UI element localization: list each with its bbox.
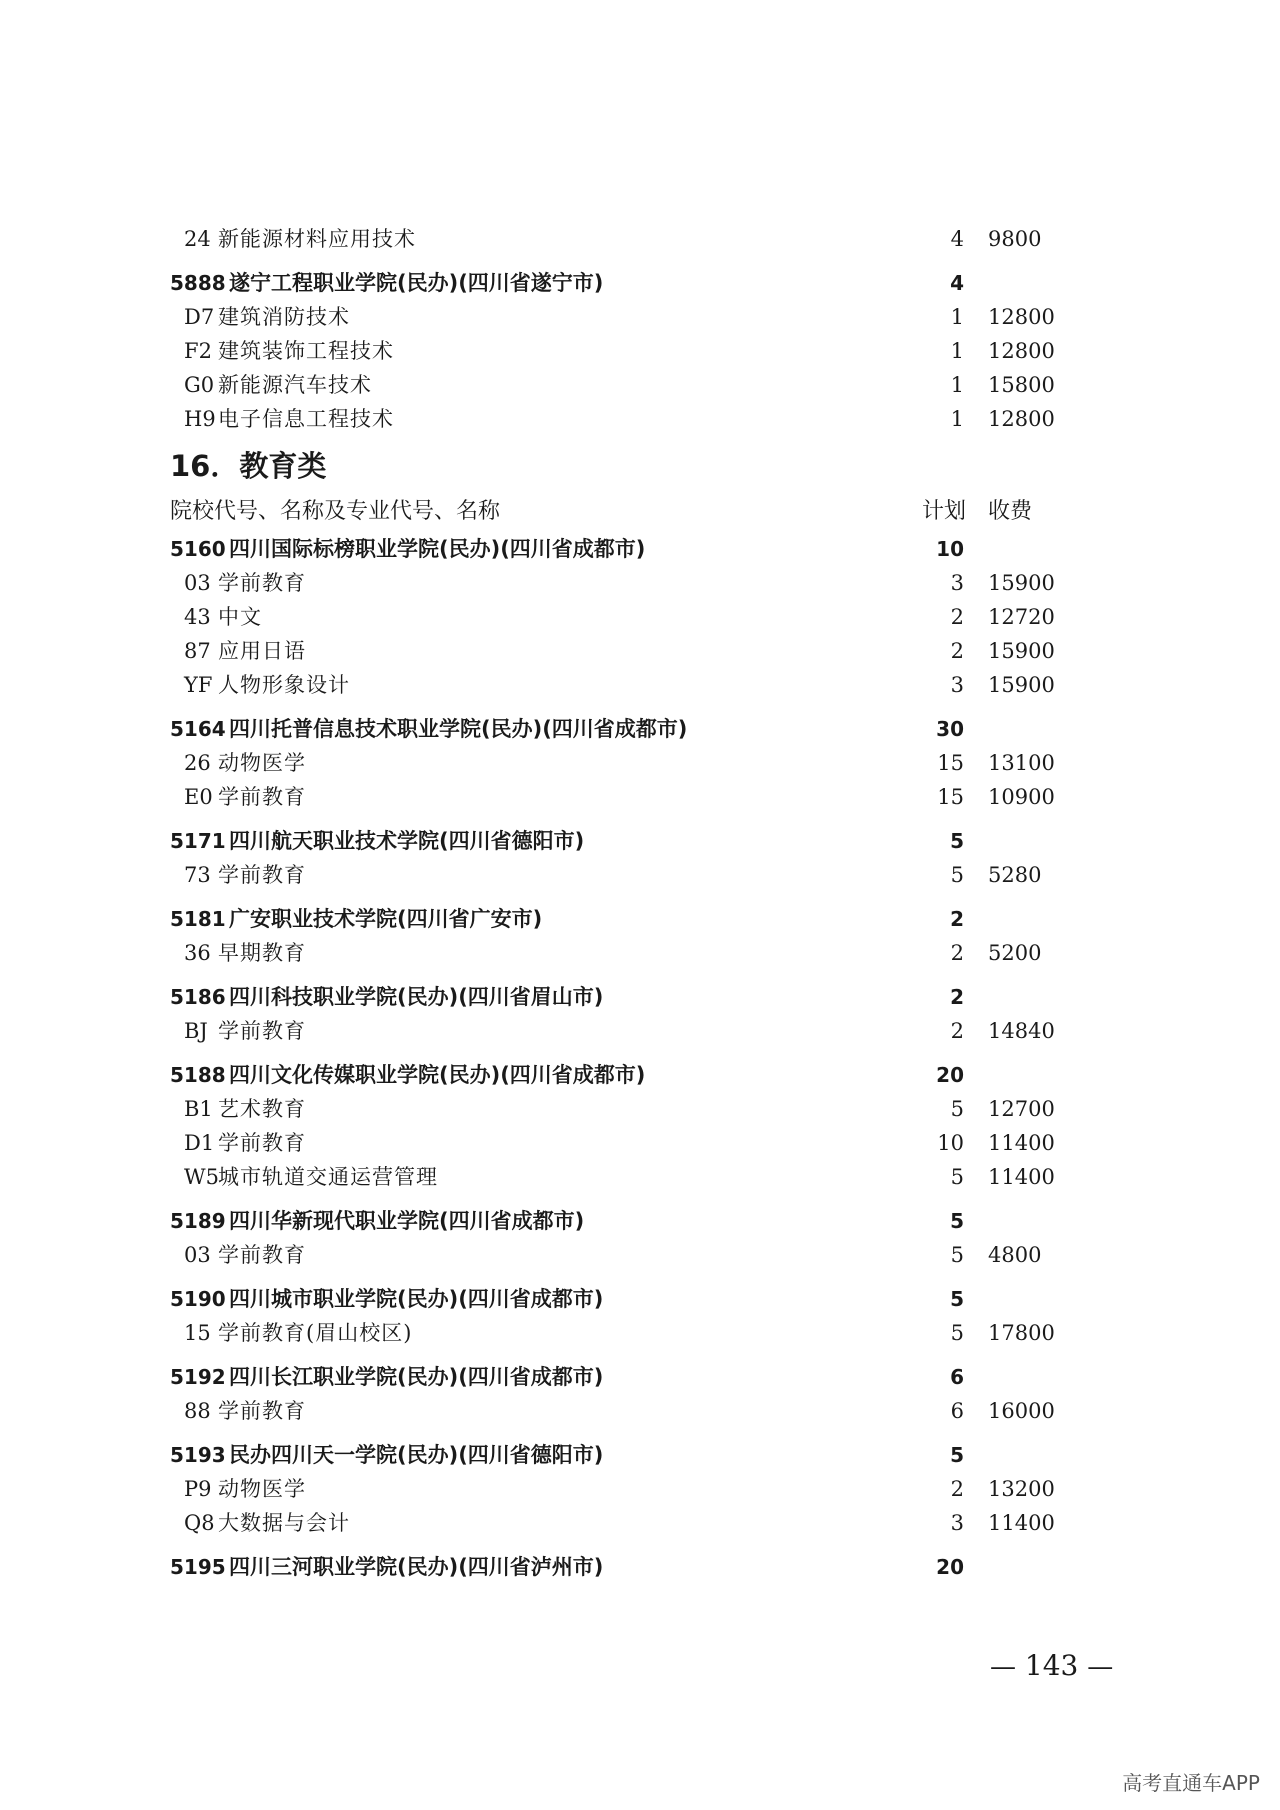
major-row: [0, 780, 1280, 814]
major-plan: 6: [950, 1399, 964, 1423]
major-plan: 1: [950, 305, 964, 329]
major-fee: 16000: [988, 1399, 1055, 1423]
major-name: 学前教育: [218, 1131, 306, 1155]
major-fee: 13200: [988, 1477, 1055, 1501]
institution-code: 5164: [170, 717, 226, 741]
major-fee: 12800: [988, 407, 1055, 431]
column-header-plan: 计划: [921, 499, 966, 524]
watermark: 高考直通车APP: [1122, 1771, 1260, 1795]
major-row: [0, 1316, 1280, 1350]
major-fee: 4800: [988, 1243, 1042, 1267]
major-row: [0, 402, 1280, 436]
education-listing: [0, 532, 1280, 1584]
major-row: [0, 368, 1280, 402]
institution-row: [0, 266, 1280, 300]
institution-plan: 6: [950, 1365, 964, 1389]
major-plan: 5: [950, 1321, 964, 1345]
major-name: 建筑装饰工程技术: [218, 339, 394, 363]
major-plan: 2: [950, 941, 964, 965]
institution-row: [0, 1438, 1280, 1472]
major-row: [0, 600, 1280, 634]
major-code: BJ: [184, 1019, 208, 1043]
institution-row: [0, 1360, 1280, 1394]
major-name: 建筑消防技术: [218, 305, 350, 329]
major-plan: 2: [950, 1019, 964, 1043]
major-plan: 5: [950, 1165, 964, 1189]
major-name: 大数据与会计: [218, 1511, 350, 1535]
major-fee: 13100: [988, 751, 1055, 775]
major-row: [0, 1160, 1280, 1194]
major-name: 学前教育: [218, 1399, 306, 1423]
institution-code: 5186: [170, 985, 226, 1009]
institution-name: 四川科技职业学院(民办)(四川省眉山市): [229, 985, 604, 1009]
institution-name: 四川托普信息技术职业学院(民办)(四川省成都市): [229, 717, 688, 741]
major-plan: 2: [950, 639, 964, 663]
major-row: [0, 1472, 1280, 1506]
major-code: 26: [184, 751, 211, 775]
institution-plan: 2: [950, 907, 964, 931]
institution-plan: 10: [936, 537, 964, 561]
major-fee: 11400: [988, 1511, 1055, 1535]
major-code: H9: [184, 407, 216, 431]
major-fee: 14840: [988, 1019, 1055, 1043]
major-code: 03: [184, 1243, 211, 1267]
institution-code: 5160: [170, 537, 226, 561]
institution-plan: 20: [936, 1555, 964, 1579]
major-plan: 5: [950, 1243, 964, 1267]
major-code: 24: [184, 227, 211, 251]
major-plan: 2: [950, 605, 964, 629]
major-row: [0, 1506, 1280, 1540]
major-name: 早期教育: [218, 941, 306, 965]
major-row: [0, 668, 1280, 702]
institution-code: 5190: [170, 1287, 226, 1311]
major-name: 电子信息工程技术: [218, 407, 394, 431]
institution-plan: 30: [936, 717, 964, 741]
institution-plan: 2: [950, 985, 964, 1009]
institution-plan: 5: [950, 1209, 964, 1233]
major-plan: 3: [950, 571, 964, 595]
major-row: [0, 858, 1280, 892]
institution-row: [0, 1058, 1280, 1092]
major-plan: 10: [937, 1131, 964, 1155]
major-fee: 10900: [988, 785, 1055, 809]
major-code: 88: [184, 1399, 211, 1423]
institution-code: 5195: [170, 1555, 226, 1579]
major-name: 学前教育: [218, 785, 306, 809]
major-row: [0, 334, 1280, 368]
institution-plan: 5: [950, 1443, 964, 1467]
major-fee: 11400: [988, 1165, 1055, 1189]
major-fee: 12720: [988, 605, 1055, 629]
section-title: 16．教育类: [170, 449, 327, 483]
major-row: [0, 222, 1280, 256]
major-code: 15: [184, 1321, 211, 1345]
major-code: P9: [184, 1477, 212, 1501]
institution-code: 5171: [170, 829, 226, 853]
major-name: 新能源汽车技术: [218, 373, 372, 397]
institution-name: 四川国际标榜职业学院(民办)(四川省成都市): [229, 537, 646, 561]
major-plan: 1: [950, 373, 964, 397]
major-name: 应用日语: [218, 639, 306, 663]
page-number-dash-right: —: [1087, 1652, 1114, 1682]
major-plan: 2: [950, 1477, 964, 1501]
institution-row: [0, 712, 1280, 746]
major-code: G0: [184, 373, 215, 397]
institution-row: [0, 824, 1280, 858]
column-header-row: [0, 492, 1280, 532]
major-fee: 17800: [988, 1321, 1055, 1345]
institution-row: [0, 1282, 1280, 1316]
major-fee: 15800: [988, 373, 1055, 397]
major-fee: 5200: [988, 941, 1042, 965]
major-fee: 9800: [988, 227, 1042, 251]
major-plan: 5: [950, 1097, 964, 1121]
major-fee: 5280: [988, 863, 1042, 887]
major-row: [0, 746, 1280, 780]
major-name: 动物医学: [218, 1477, 306, 1501]
institution-name: 四川城市职业学院(民办)(四川省成都市): [229, 1287, 604, 1311]
major-code: B1: [184, 1097, 213, 1121]
institution-code: 5189: [170, 1209, 226, 1233]
institution-name: 遂宁工程职业学院(民办)(四川省遂宁市): [229, 271, 604, 295]
major-plan: 15: [937, 785, 964, 809]
major-row: [0, 634, 1280, 668]
page-number: [990, 1646, 1113, 1686]
major-code: D1: [184, 1131, 215, 1155]
major-fee: 15900: [988, 571, 1055, 595]
major-name: 城市轨道交通运营管理: [218, 1165, 438, 1189]
major-plan: 4: [950, 227, 964, 251]
major-code: 03: [184, 571, 211, 595]
major-row: [0, 1394, 1280, 1428]
major-plan: 3: [950, 1511, 964, 1535]
institution-row: [0, 902, 1280, 936]
institution-name: 四川华新现代职业学院(四川省成都市): [229, 1209, 585, 1233]
major-name: 中文: [218, 605, 262, 629]
institution-code: 5188: [170, 1063, 226, 1087]
major-code: 43: [184, 605, 211, 629]
section-heading: [0, 440, 1280, 492]
major-name: 新能源材料应用技术: [218, 227, 416, 251]
major-row: [0, 1014, 1280, 1048]
institution-code: 5888: [170, 271, 226, 295]
major-name: 艺术教育: [218, 1097, 306, 1121]
major-name: 学前教育: [218, 571, 306, 595]
major-row: [0, 936, 1280, 970]
column-header-fee: 收费: [988, 499, 1033, 524]
institution-name: 广安职业技术学院(四川省广安市): [229, 907, 543, 931]
document-body: [0, 222, 1280, 1584]
major-fee: 11400: [988, 1131, 1055, 1155]
major-plan: 1: [950, 407, 964, 431]
major-fee: 12700: [988, 1097, 1055, 1121]
institution-plan: 5: [950, 829, 964, 853]
institution-name: 四川三河职业学院(民办)(四川省泸州市): [229, 1555, 604, 1579]
institution-name: 四川长江职业学院(民办)(四川省成都市): [229, 1365, 604, 1389]
major-plan: 3: [950, 673, 964, 697]
major-fee: 15900: [988, 639, 1055, 663]
institution-plan: 5: [950, 1287, 964, 1311]
major-row: [0, 1126, 1280, 1160]
major-code: W5: [184, 1165, 219, 1189]
institution-name: 民办四川天一学院(民办)(四川省德阳市): [229, 1443, 604, 1467]
major-name: 学前教育(眉山校区): [218, 1321, 413, 1345]
major-code: 36: [184, 941, 211, 965]
major-name: 学前教育: [218, 1243, 306, 1267]
page-number-value: 143: [1024, 1649, 1079, 1682]
major-name: 人物形象设计: [218, 673, 350, 697]
institution-name: 四川文化传媒职业学院(民办)(四川省成都市): [229, 1063, 646, 1087]
institution-code: 5192: [170, 1365, 226, 1389]
major-code: E0: [184, 785, 213, 809]
major-code: 87: [184, 639, 211, 663]
continued-listing: [0, 222, 1280, 436]
major-row: [0, 1092, 1280, 1126]
major-code: 73: [184, 863, 211, 887]
major-name: 学前教育: [218, 863, 306, 887]
institution-row: [0, 1204, 1280, 1238]
major-code: F2: [184, 339, 212, 363]
major-plan: 15: [937, 751, 964, 775]
institution-plan: 4: [950, 271, 964, 295]
major-code: YF: [184, 673, 213, 697]
institution-plan: 20: [936, 1063, 964, 1087]
major-plan: 1: [950, 339, 964, 363]
institution-code: 5193: [170, 1443, 226, 1467]
institution-row: [0, 1550, 1280, 1584]
major-row: [0, 566, 1280, 600]
institution-code: 5181: [170, 907, 226, 931]
major-code: D7: [184, 305, 215, 329]
institution-row: [0, 980, 1280, 1014]
major-code: Q8: [184, 1511, 215, 1535]
page-number-dash-left: —: [990, 1652, 1016, 1682]
major-row: [0, 300, 1280, 334]
column-header-description: 院校代号、名称及专业代号、名称: [170, 499, 501, 524]
major-name: 学前教育: [218, 1019, 306, 1043]
major-fee: 12800: [988, 305, 1055, 329]
major-plan: 5: [950, 863, 964, 887]
institution-row: [0, 532, 1280, 566]
major-fee: 12800: [988, 339, 1055, 363]
institution-name: 四川航天职业技术学院(四川省德阳市): [229, 829, 585, 853]
major-row: [0, 1238, 1280, 1272]
major-fee: 15900: [988, 673, 1055, 697]
major-name: 动物医学: [218, 751, 306, 775]
